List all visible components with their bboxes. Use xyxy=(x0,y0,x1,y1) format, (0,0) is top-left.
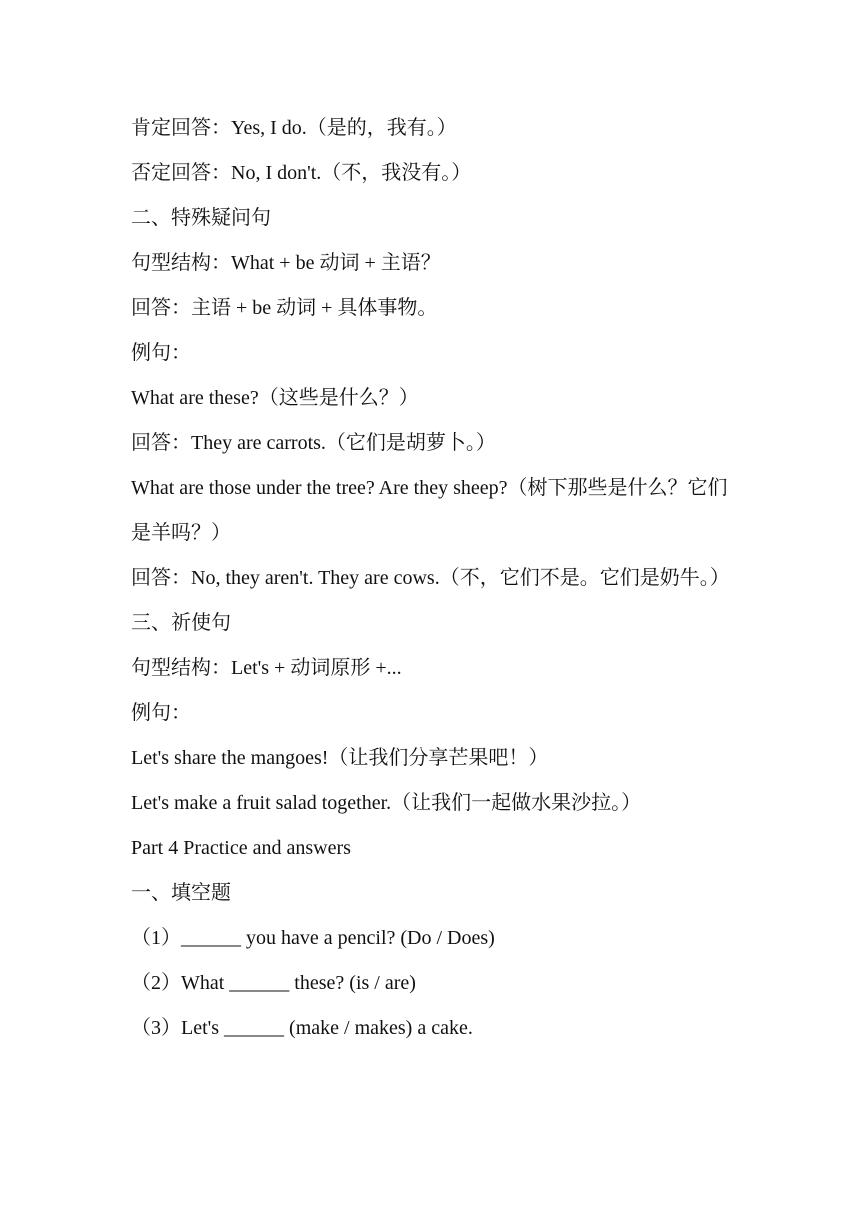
part-heading: Part 4 Practice and answers xyxy=(131,837,351,859)
example-answer: 回答：No, they aren't. They are cows.（不，它们不是。它们是奶牛。） xyxy=(131,567,730,589)
example-sentence: What are those under the tree? Are they sheep?（树下那些是什么？它们是羊吗？） xyxy=(131,477,728,544)
exercise-item: （3）Let's ______ (make / makes) a cake. xyxy=(131,1017,473,1039)
negative-answer-line: 否定回答：No, I don't.（不，我没有。） xyxy=(131,162,472,184)
imperative-example: Let's share the mangoes!（让我们分享芒果吧！） xyxy=(131,747,549,769)
example-label: 例句： xyxy=(131,342,191,364)
exercise-item: （2）What ______ these? (is / are) xyxy=(131,972,416,994)
exercise-heading: 一、填空题 xyxy=(131,882,231,904)
section-heading-imperative: 三、祈使句 xyxy=(131,612,231,634)
example-answer: 回答：They are carrots.（它们是胡萝卜。） xyxy=(131,432,496,454)
imperative-example: Let's make a fruit salad together.（让我们一起做水果沙拉。） xyxy=(131,792,642,814)
example-label: 例句： xyxy=(131,702,191,724)
example-sentence: What are these?（这些是什么？） xyxy=(131,387,419,409)
affirmative-answer-line: 肯定回答：Yes, I do.（是的，我有。） xyxy=(131,117,457,139)
exercise-item: （1）______ you have a pencil? (Do / Does) xyxy=(131,927,495,949)
imperative-structure-line: 句型结构：Let's + 动词原形 +... xyxy=(131,657,402,679)
answer-structure-line: 回答：主语 + be 动词 + 具体事物。 xyxy=(131,297,438,319)
section-heading-special-question: 二、特殊疑问句 xyxy=(131,207,271,229)
sentence-structure-line: 句型结构：What + be 动词 + 主语？ xyxy=(131,252,441,274)
document-body xyxy=(131,106,741,1051)
